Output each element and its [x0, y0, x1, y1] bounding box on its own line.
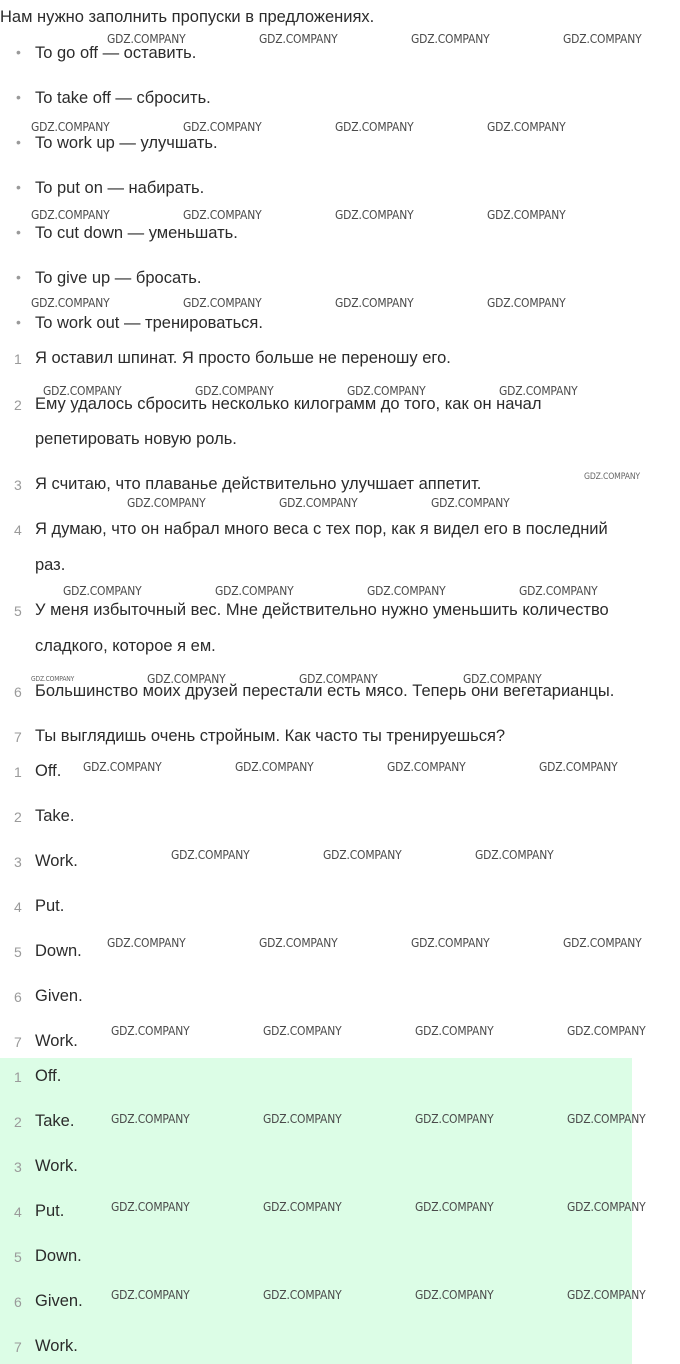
watermark: GDZ.COMPANY [43, 383, 122, 398]
translation-line: Я оставил шпинат. Я просто больше не переношу его. [35, 349, 451, 367]
watermark: GDZ.COMPANY [387, 759, 466, 774]
watermark: GDZ.COMPANY [323, 847, 402, 862]
bullet-icon: • [16, 44, 21, 60]
watermark: GDZ.COMPANY [195, 383, 274, 398]
translation-line: Ему удалось сбросить несколько килограмм до того, как он начал [35, 395, 542, 413]
answer-text: Given. [35, 1292, 83, 1310]
translation-line: раз. [35, 556, 66, 574]
answer-text: Down. [35, 1247, 82, 1265]
watermark: GDZ.COMPANY [415, 1287, 494, 1302]
item-number: 5 [14, 944, 22, 960]
translation-line: сладкого, которое я ем. [35, 637, 216, 655]
watermark: GDZ.COMPANY [475, 847, 554, 862]
item-number: 5 [14, 603, 22, 619]
watermark: GDZ.COMPANY [259, 31, 338, 46]
translation-line: У меня избыточный вес. Мне действительно нужно уменьшить количество [35, 601, 609, 619]
watermark: GDZ.COMPANY [415, 1199, 494, 1214]
watermark: GDZ.COMPANY [299, 671, 378, 686]
watermark: GDZ.COMPANY [171, 847, 250, 862]
watermark: GDZ.COMPANY [279, 495, 358, 510]
item-number: 1 [14, 1069, 22, 1085]
watermark: GDZ.COMPANY [567, 1287, 646, 1302]
answer-text: Down. [35, 942, 82, 960]
watermark: GDZ.COMPANY [215, 583, 294, 598]
watermark: GDZ.COMPANY [111, 1111, 190, 1126]
item-number: 4 [14, 1204, 22, 1220]
watermark: GDZ.COMPANY [31, 207, 110, 222]
item-number: 5 [14, 1249, 22, 1265]
watermark: GDZ.COMPANY [183, 207, 262, 222]
watermark: GDZ.COMPANY [519, 583, 598, 598]
translation-line: Я думаю, что он набрал много веса с тех пор, как я видел его в последний [35, 520, 608, 538]
answer-text: Off. [35, 762, 62, 780]
watermark: GDZ.COMPANY [411, 935, 490, 950]
answer-text: Put. [35, 1202, 65, 1220]
item-number: 1 [14, 351, 22, 367]
watermark: GDZ.COMPANY [563, 31, 642, 46]
answer-text: Take. [35, 1112, 75, 1130]
item-number: 3 [14, 1159, 22, 1175]
item-number: 7 [14, 1034, 22, 1050]
watermark: GDZ.COMPANY [335, 119, 414, 134]
item-number: 4 [14, 522, 22, 538]
watermark: GDZ.COMPANY [111, 1023, 190, 1038]
watermark: GDZ.COMPANY [415, 1111, 494, 1126]
watermark: GDZ.COMPANY [487, 119, 566, 134]
watermark: GDZ.COMPANY [111, 1199, 190, 1214]
translation-line: Большинство моих друзей перестали есть мясо. Теперь они вегетарианцы. [35, 682, 615, 700]
watermark: GDZ.COMPANY [263, 1199, 342, 1214]
watermark: GDZ.COMPANY [499, 383, 578, 398]
translation-line: репетировать новую роль. [35, 430, 237, 448]
bullet-icon: • [16, 314, 21, 330]
watermark: GDZ.COMPANY [263, 1111, 342, 1126]
watermark: GDZ.COMPANY [147, 671, 226, 686]
watermark: GDZ.COMPANY [83, 759, 162, 774]
bullet-icon: • [16, 89, 21, 105]
bullet-icon: • [16, 269, 21, 285]
answer-text: Work. [35, 852, 78, 870]
watermark: GDZ.COMPANY [563, 935, 642, 950]
item-number: 2 [14, 1114, 22, 1130]
answer-text: Work. [35, 1157, 78, 1175]
answer-text: Given. [35, 987, 83, 1005]
item-number: 7 [14, 729, 22, 745]
watermark: GDZ.COMPANY [411, 31, 490, 46]
item-number: 6 [14, 684, 22, 700]
bullet-icon: • [16, 224, 21, 240]
watermark: GDZ.COMPANY [127, 495, 206, 510]
intro-text: Нам нужно заполнить пропуски в предложениях. [0, 8, 375, 26]
item-number: 6 [14, 1294, 22, 1310]
watermark: GDZ.COMPANY [183, 119, 262, 134]
watermark: GDZ.COMPANY [584, 472, 640, 482]
watermark: GDZ.COMPANY [463, 671, 542, 686]
item-number: 3 [14, 854, 22, 870]
item-number: 1 [14, 764, 22, 780]
watermark: GDZ.COMPANY [335, 295, 414, 310]
answer-text: Put. [35, 897, 65, 915]
item-number: 3 [14, 477, 22, 493]
watermark: GDZ.COMPANY [107, 31, 186, 46]
watermark: GDZ.COMPANY [539, 759, 618, 774]
watermark: GDZ.COMPANY [431, 495, 510, 510]
answer-text: Work. [35, 1032, 78, 1050]
watermark: GDZ.COMPANY [31, 675, 75, 683]
item-number: 2 [14, 809, 22, 825]
watermark: GDZ.COMPANY [567, 1023, 646, 1038]
item-number: 2 [14, 397, 22, 413]
watermark: GDZ.COMPANY [107, 935, 186, 950]
watermark: GDZ.COMPANY [367, 583, 446, 598]
watermark: GDZ.COMPANY [347, 383, 426, 398]
watermark: GDZ.COMPANY [111, 1287, 190, 1302]
bullet-icon: • [16, 179, 21, 195]
watermark: GDZ.COMPANY [335, 207, 414, 222]
answer-text: Take. [35, 807, 75, 825]
item-number: 4 [14, 899, 22, 915]
watermark: GDZ.COMPANY [259, 935, 338, 950]
item-number: 7 [14, 1339, 22, 1355]
watermark: GDZ.COMPANY [567, 1111, 646, 1126]
watermark: GDZ.COMPANY [63, 583, 142, 598]
watermark: GDZ.COMPANY [567, 1199, 646, 1214]
watermark: GDZ.COMPANY [415, 1023, 494, 1038]
watermark: GDZ.COMPANY [183, 295, 262, 310]
bullet-icon: • [16, 134, 21, 150]
translation-line: Ты выглядишь очень стройным. Как часто ты тренируешься? [35, 727, 506, 745]
watermark: GDZ.COMPANY [487, 207, 566, 222]
answer-text: Off. [35, 1067, 62, 1085]
item-number: 6 [14, 989, 22, 1005]
watermark: GDZ.COMPANY [487, 295, 566, 310]
watermark: GDZ.COMPANY [31, 119, 110, 134]
watermark: GDZ.COMPANY [31, 295, 110, 310]
answer-text: Work. [35, 1337, 78, 1355]
watermark: GDZ.COMPANY [263, 1287, 342, 1302]
watermark: GDZ.COMPANY [263, 1023, 342, 1038]
translation-line: Я считаю, что плаванье действительно улучшает аппетит. [35, 475, 482, 493]
watermark: GDZ.COMPANY [235, 759, 314, 774]
